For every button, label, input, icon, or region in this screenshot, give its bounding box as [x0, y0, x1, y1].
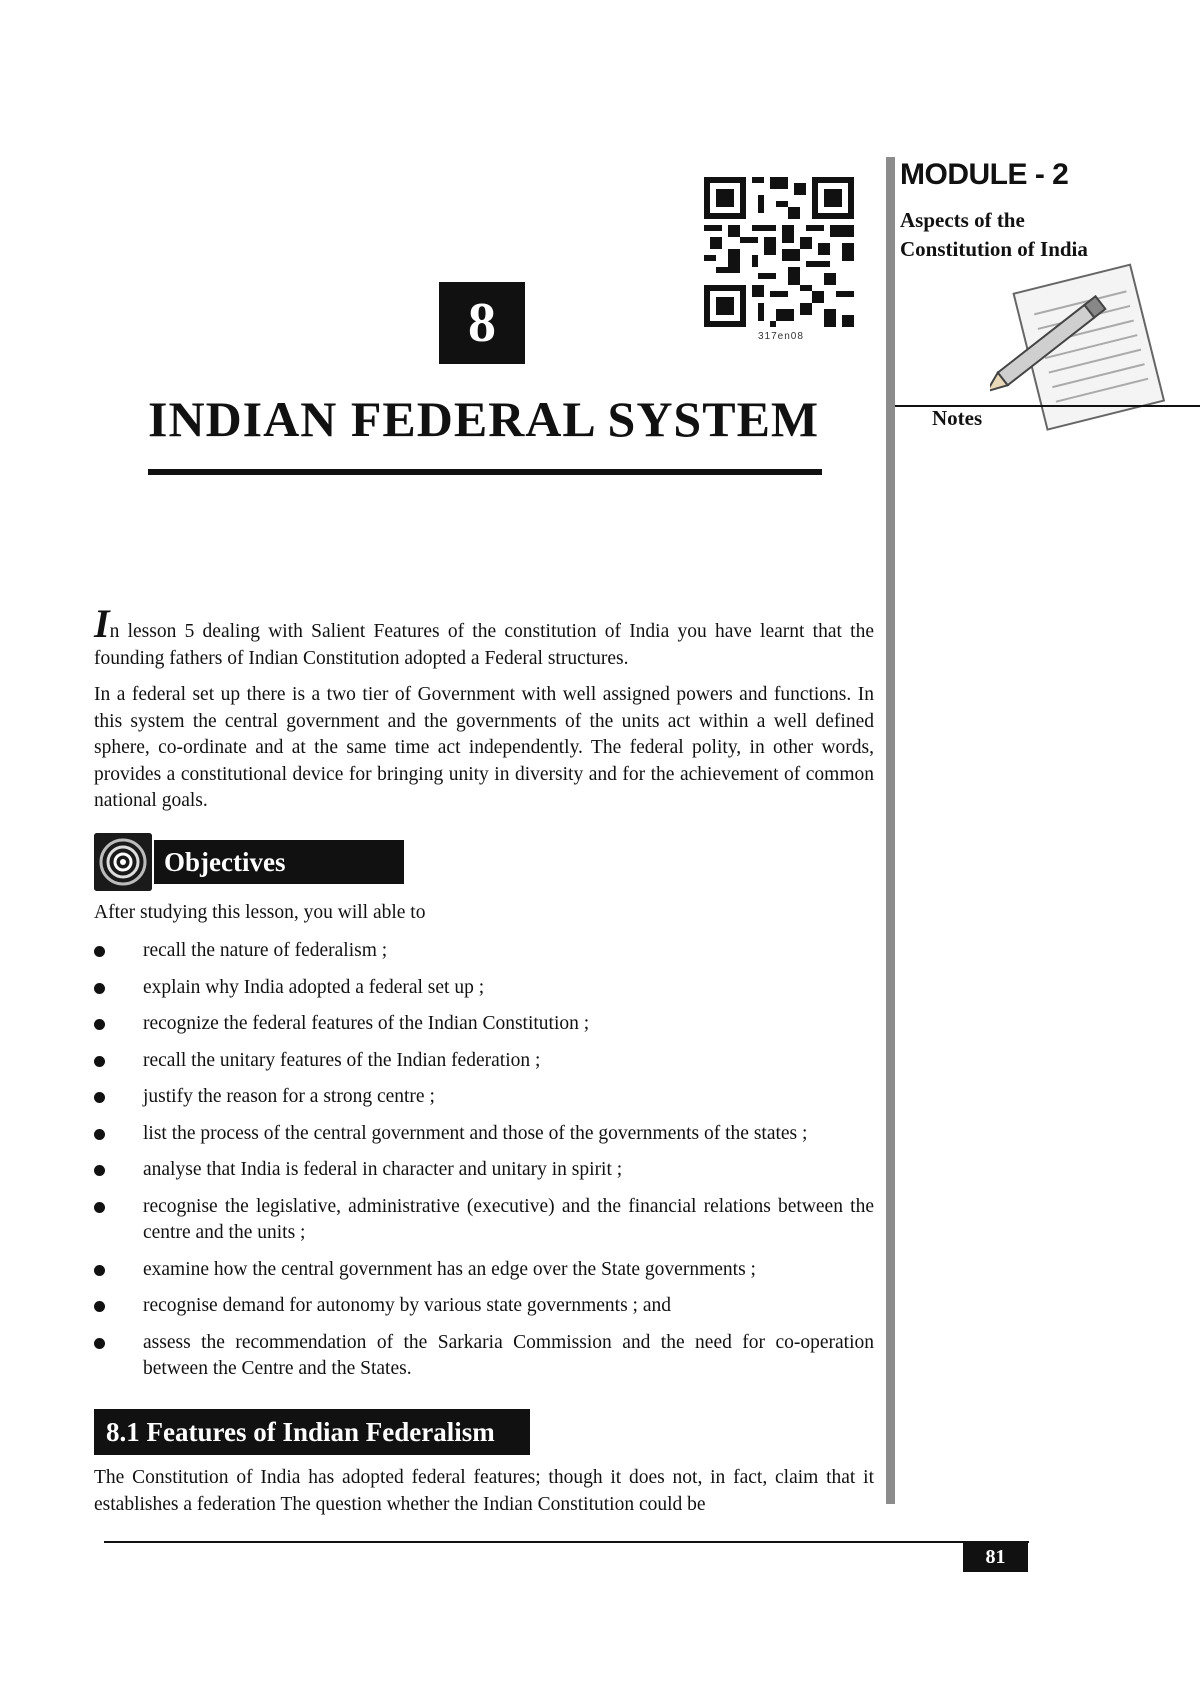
bullet-icon: [94, 1165, 105, 1176]
notes-label: Notes: [932, 406, 983, 430]
module-subtitle-line2: Constitution of India: [900, 237, 1088, 261]
intro-paragraph-1-text: n lesson 5 dealing with Salient Features of the constitution of India you have learnt that the founding fathers of Indian Constitution adopted a Federal structures.: [94, 621, 874, 669]
list-item-text: recall the unitary features of the Indian federation ;: [143, 1049, 541, 1071]
objectives-heading-label: Objectives: [154, 840, 404, 884]
module-subtitle: [900, 206, 1120, 264]
bullet-icon: [94, 983, 105, 994]
page-number: 81: [963, 1543, 1028, 1572]
list-item: [94, 938, 874, 965]
bullet-icon: [94, 1129, 105, 1140]
list-item: [94, 975, 874, 1002]
bullet-icon: [94, 1338, 105, 1349]
list-item: [94, 1194, 874, 1247]
objectives-list: [94, 938, 874, 1393]
list-item: [94, 1157, 874, 1184]
list-item-text: list the process of the central government and those of the governments of the states ;: [143, 1122, 808, 1144]
list-item-text: recall the nature of federalism ;: [143, 940, 388, 961]
section-paragraph: The Constitution of India has adopted federal features; though it does not, in fact, claim that it establishes a federation The question whether the Indian Constitution could be: [94, 1467, 874, 1515]
intro-paragraph-2: In a federal set up there is a two tier of Government with well assigned powers and functions. In this system the central government and the governments of the units act within a well defined sphere, co-ordinate and at the same time act independently. The federal polity, in other words, provides a constitutional device for bringing unity in diversity and for the achievement of common national goals.: [94, 684, 874, 811]
list-item: [94, 1011, 874, 1038]
notepad-pencil-icon: [990, 262, 1190, 437]
list-item: [94, 1257, 874, 1284]
list-item-text: recognise demand for autonomy by various state governments ; and: [143, 1295, 671, 1316]
list-item: [94, 1330, 874, 1383]
bullet-icon: [94, 946, 105, 957]
list-item-text: recognize the federal features of the Indian Constitution ;: [143, 1013, 590, 1034]
bullet-icon: [94, 1301, 105, 1312]
list-item-text: examine how the central government has an edge over the State governments ;: [143, 1258, 756, 1280]
sidebar-rail: [886, 157, 895, 1504]
bullet-icon: [94, 1092, 105, 1103]
list-item-text: assess the recommendation of the Sarkaria Commission and the need for co-operation between the Centre and the States.: [143, 1331, 874, 1379]
list-item-text: recognise the legislative, administrative (executive) and the financial relations between the centre and the units ;: [143, 1195, 874, 1243]
list-item: [94, 1048, 874, 1075]
list-item-text: explain why India adopted a federal set up ;: [143, 976, 485, 998]
bullet-icon: [94, 1019, 105, 1030]
bullet-icon: [94, 1202, 105, 1213]
qr-code-label: 317en08: [758, 331, 804, 342]
footer-rule: [104, 1541, 1029, 1543]
objectives-intro: After studying this lesson, you will able to: [94, 902, 426, 923]
dropcap: I: [94, 601, 110, 646]
list-item-text: analyse that India is federal in character and unitary in spirit ;: [143, 1159, 623, 1180]
list-item: [94, 1293, 874, 1320]
bullet-icon: [94, 1056, 105, 1067]
title-underline: [148, 469, 822, 475]
list-item-text: justify the reason for a strong centre ;: [143, 1086, 435, 1107]
list-item: [94, 1084, 874, 1111]
qr-code: [704, 177, 854, 327]
module-subtitle-line1: Aspects of the: [900, 208, 1025, 232]
bullet-icon: [94, 1265, 105, 1276]
chapter-title: INDIAN FEDERAL SYSTEM: [148, 391, 820, 447]
section-heading: 8.1 Features of Indian Federalism: [94, 1409, 530, 1455]
list-item: [94, 1121, 874, 1148]
target-icon: [94, 833, 152, 891]
module-title: MODULE - 2: [900, 158, 1069, 191]
chapter-number: 8: [439, 282, 525, 364]
intro-paragraph-1: [94, 601, 874, 672]
